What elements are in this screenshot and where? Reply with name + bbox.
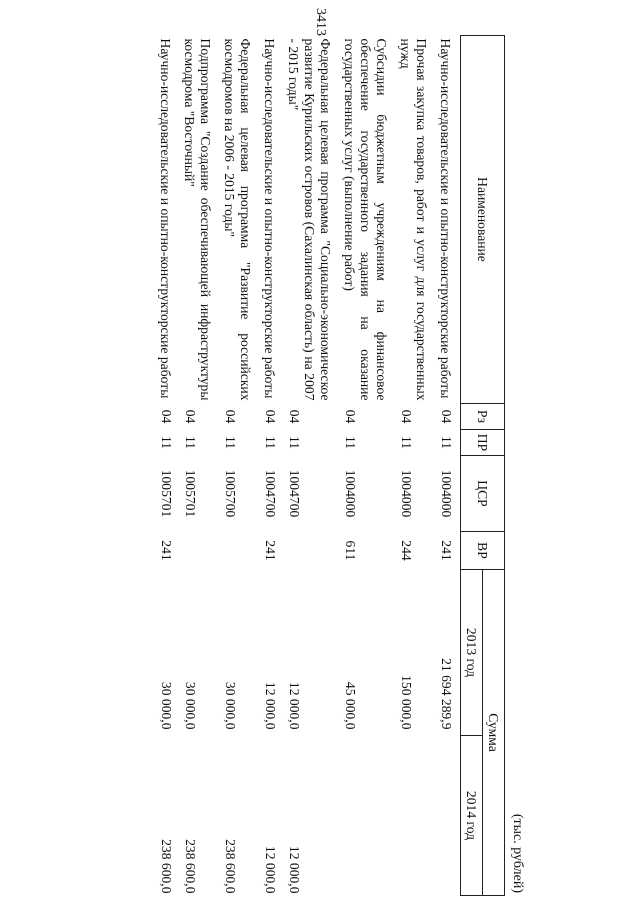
row-name: Подпрограмма "Создание обеспечивающей инфраструктуры космодрома "Восточный" (182, 38, 213, 401)
row-rz: 04 (399, 409, 414, 424)
row-csr: 1004700 (287, 469, 302, 518)
row-pr: 11 (399, 435, 414, 450)
row-name: Федеральная целевая программа "Социально-экономическое развитие Курильских островов (Сахалинская область) на 2007 - 2015 годы" (286, 38, 333, 401)
row-vr: 611 (343, 540, 358, 561)
row-vr: 241 (439, 540, 454, 561)
header-name: Наименование (461, 36, 505, 404)
header-2014: 2014 год (461, 736, 483, 896)
row-csr: 1004000 (343, 469, 358, 518)
row-amount-2013: 150 000,0 (399, 675, 414, 730)
row-vr (284, 532, 340, 570)
row-vr: 241 (159, 540, 174, 561)
row-pr: 11 (439, 435, 454, 450)
header-pr: ПР (461, 430, 505, 456)
row-name: Федеральная целевая программа "Развитие российских космодромов на 2006 - 2015 годы" (222, 38, 253, 401)
row-rz: 04 (159, 409, 174, 424)
row-name: Прочая закупка товаров, работ и услуг для государственных нужд (398, 38, 429, 401)
row-csr: 1004000 (439, 469, 454, 518)
row-rz: 04 (343, 409, 358, 424)
header-csr: ЦСР (461, 456, 505, 532)
row-amount-2014 (340, 736, 396, 896)
row-rz: 04 (439, 409, 454, 424)
header-rz: Рз (461, 404, 505, 430)
table-row (260, 36, 284, 896)
row-amount-2014 (436, 736, 461, 896)
units-label: (тыс. рублей) (510, 813, 525, 893)
table-row (340, 36, 396, 896)
budget-table (156, 35, 505, 896)
row-rz: 04 (223, 409, 238, 424)
row-amount-2013: 30 000,0 (223, 681, 238, 730)
row-csr: 1005700 (223, 469, 238, 518)
row-amount-2014: 238 600,0 (159, 839, 174, 894)
table-row (396, 36, 436, 896)
row-name: Научно-исследовательские и опытно-конструкторские работы (262, 38, 277, 399)
row-amount-2014: 12 000,0 (287, 845, 302, 894)
header-row-1 (483, 36, 505, 896)
row-vr: 244 (399, 540, 414, 561)
row-vr (220, 532, 260, 570)
header-2013: 2013 год (461, 570, 483, 736)
table-row (180, 36, 220, 896)
rotated-page-content (105, 35, 525, 895)
page-number-wrap (300, 8, 340, 38)
row-vr: 241 (263, 540, 278, 561)
row-name: Научно-исследовательские и опытно-конструкторские работы (158, 38, 173, 399)
row-amount-2013: 45 000,0 (343, 681, 358, 730)
row-amount-2014: 12 000,0 (263, 845, 278, 894)
row-rz: 04 (287, 409, 302, 424)
table-row (156, 36, 180, 896)
row-csr: 1005701 (183, 469, 198, 518)
table-row (220, 36, 260, 896)
row-vr (180, 532, 220, 570)
header-sum: Сумма (483, 570, 505, 896)
page-number: 3413 (313, 8, 328, 36)
row-name: Научно-исследовательские и опытно-конструкторские работы (438, 38, 453, 399)
row-csr: 1005701 (159, 469, 174, 518)
row-rz: 04 (183, 409, 198, 424)
row-csr: 1004700 (263, 469, 278, 518)
row-amount-2014: 238 600,0 (223, 839, 238, 894)
row-amount-2014: 238 600,0 (183, 839, 198, 894)
row-pr: 11 (159, 435, 174, 450)
row-amount-2013: 21 694 289,9 (439, 658, 454, 730)
table-row (284, 36, 340, 896)
row-csr: 1004000 (399, 469, 414, 518)
table-body (156, 36, 461, 896)
row-amount-2013: 30 000,0 (159, 681, 174, 730)
header-vr: ВР (461, 532, 505, 570)
row-amount-2014 (396, 736, 436, 896)
row-amount-2013: 30 000,0 (183, 681, 198, 730)
row-pr: 11 (287, 435, 302, 450)
row-pr: 11 (343, 435, 358, 450)
row-amount-2013: 12 000,0 (263, 681, 278, 730)
row-rz: 04 (263, 409, 278, 424)
table-row (436, 36, 461, 896)
row-amount-2013: 12 000,0 (287, 681, 302, 730)
row-name: Субсидии бюджетным учреждениям на финансовое обеспечение государственного задания на оказание государственных услуг (выполнение работ) (342, 38, 389, 401)
row-pr: 11 (263, 435, 278, 450)
row-pr: 11 (183, 435, 198, 450)
row-pr: 11 (223, 435, 238, 450)
